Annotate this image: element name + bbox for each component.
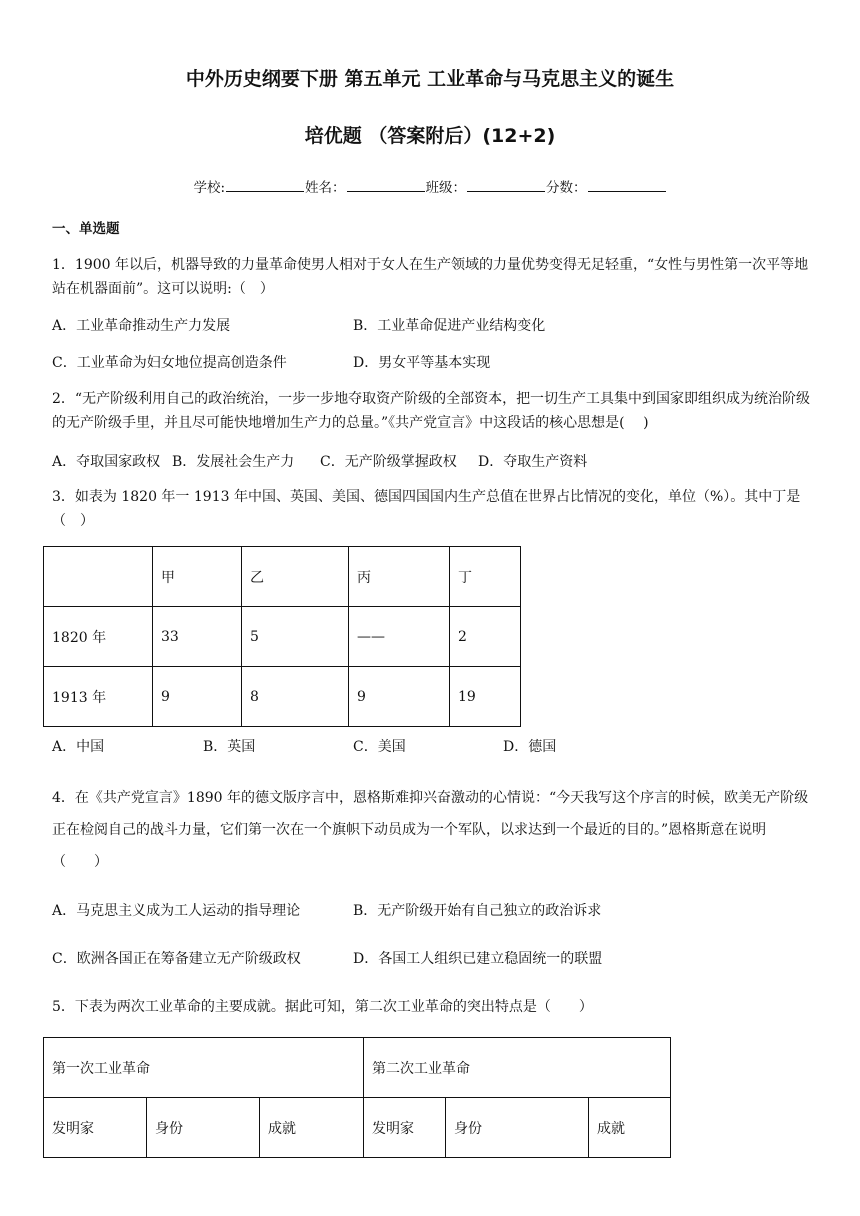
question-1-option-a[interactable]: A．工业革命推动生产力发展: [52, 318, 231, 334]
table-sub-header-cell: 成就: [260, 1098, 364, 1158]
table-sub-header-row: [44, 1098, 671, 1158]
table-sub-header-cell: 成就: [589, 1098, 671, 1158]
table-sub-header-cell: 身份: [446, 1098, 589, 1158]
question-4-option-b[interactable]: B．无产阶级开始有自己独立的政治诉求: [353, 903, 602, 919]
first-revolution-header: 第一次工业革命: [44, 1038, 364, 1098]
table-header-cell: 乙: [242, 547, 349, 607]
question-5-stem: 5．下表为两次工业革命的主要成就。据此可知，第二次工业革命的突出特点是（ ）: [52, 999, 593, 1015]
school-label: 学校:: [193, 180, 226, 196]
question-1-option-d[interactable]: D．男女平等基本实现: [353, 355, 491, 371]
question-2-option-b[interactable]: B．发展社会生产力: [172, 454, 295, 470]
name-blank[interactable]: [347, 179, 425, 192]
question-3-option-b[interactable]: B．英国: [203, 739, 256, 755]
table-header-row: [44, 547, 521, 607]
question-2-option-a[interactable]: A．夺取国家政权: [52, 454, 161, 470]
class-blank[interactable]: [467, 179, 545, 192]
score-blank[interactable]: [588, 179, 666, 192]
industrial-revolution-table: [43, 1037, 671, 1158]
table-header-cell: 丙: [349, 547, 450, 607]
table-cell: 5: [242, 607, 349, 667]
table-row: [44, 607, 521, 667]
name-label: 姓名：: [305, 180, 346, 196]
question-4-option-a[interactable]: A．马克思主义成为工人运动的指导理论: [52, 903, 301, 919]
school-blank[interactable]: [226, 179, 304, 192]
question-1-option-b[interactable]: B．工业革命促进产业结构变化: [353, 318, 546, 334]
table-cell: 8: [242, 667, 349, 727]
exam-title-line1: 中外历史纲要下册 第五单元 工业革命与马克思主义的诞生: [185, 68, 675, 90]
gdp-share-table: [43, 546, 521, 727]
class-label: 班级：: [425, 180, 467, 196]
table-sub-header-cell: 发明家: [364, 1098, 446, 1158]
question-4-option-d[interactable]: D．各国工人组织已建立稳固统一的联盟: [353, 951, 603, 967]
table-cell: 9: [153, 667, 242, 727]
table-sub-header-cell: 发明家: [44, 1098, 147, 1158]
table-sub-header-cell: 身份: [147, 1098, 260, 1158]
question-3-option-c[interactable]: C．美国: [353, 739, 406, 755]
table-header-cell: 甲: [153, 547, 242, 607]
score-label: 分数：: [546, 180, 587, 196]
question-4-stem: 4．在《共产党宣言》1890 年的德文版序言中，恩格斯难抑兴奋激动的心情说：“今天我写这个序言的时候，欧美无产阶级正在检阅自己的战斗力量，它们第一次在一个旗帜下动员成为一个军队，以求达到一个最近的目的。”恩格斯意在说明（ ）: [52, 790, 809, 870]
second-revolution-header: 第二次工业革命: [364, 1038, 671, 1098]
table-cell: 9: [349, 667, 450, 727]
table-group-header-row: [44, 1038, 671, 1098]
question-3-option-d[interactable]: D．德国: [503, 739, 557, 755]
table-row-label: 1820 年: [44, 607, 153, 667]
section-title: 一、单选题: [52, 221, 120, 237]
table-row: [44, 667, 521, 727]
table-cell: ——: [349, 607, 450, 667]
student-info-line: [0, 176, 860, 196]
question-3-option-a[interactable]: A．中国: [52, 739, 105, 755]
question-2-stem: 2．“无产阶级利用自己的政治统治，一步一步地夺取资产阶级的全部资本，把一切生产工具集中到国家即组织成为统治阶级的无产阶级手里，并且尽可能快地增加生产力的总量。”《共产党宣言》中这段话的核心思想是( ): [52, 391, 811, 431]
question-1-option-c[interactable]: C．工业革命为妇女地位提高创造条件: [52, 355, 287, 371]
question-2-option-d[interactable]: D．夺取生产资料: [478, 454, 588, 470]
table-row-label: 1913 年: [44, 667, 153, 727]
question-4-option-c[interactable]: C．欧洲各国正在筹备建立无产阶级政权: [52, 951, 301, 967]
table-header-cell: 丁: [450, 547, 521, 607]
table-corner-cell: [44, 547, 153, 607]
question-3-stem: 3．如表为 1820 年一 1913 年中国、英国、美国、德国四国国内生产总值在世界占比情况的变化，单位（%）。其中丁是（ ）: [52, 489, 801, 529]
table-cell: 33: [153, 607, 242, 667]
question-1-stem: 1．1900 年以后，机器导致的力量革命使男人相对于女人在生产领域的力量优势变得无足轻重，“女性与男性第一次平等地站在机器面前”。这可以说明:（ ）: [52, 257, 809, 297]
question-2-option-c[interactable]: C．无产阶级掌握政权: [320, 454, 457, 470]
exam-title-line2: 培优题 （答案附后）(12+2): [304, 125, 556, 147]
table-cell: 2: [450, 607, 521, 667]
table-cell: 19: [450, 667, 521, 727]
